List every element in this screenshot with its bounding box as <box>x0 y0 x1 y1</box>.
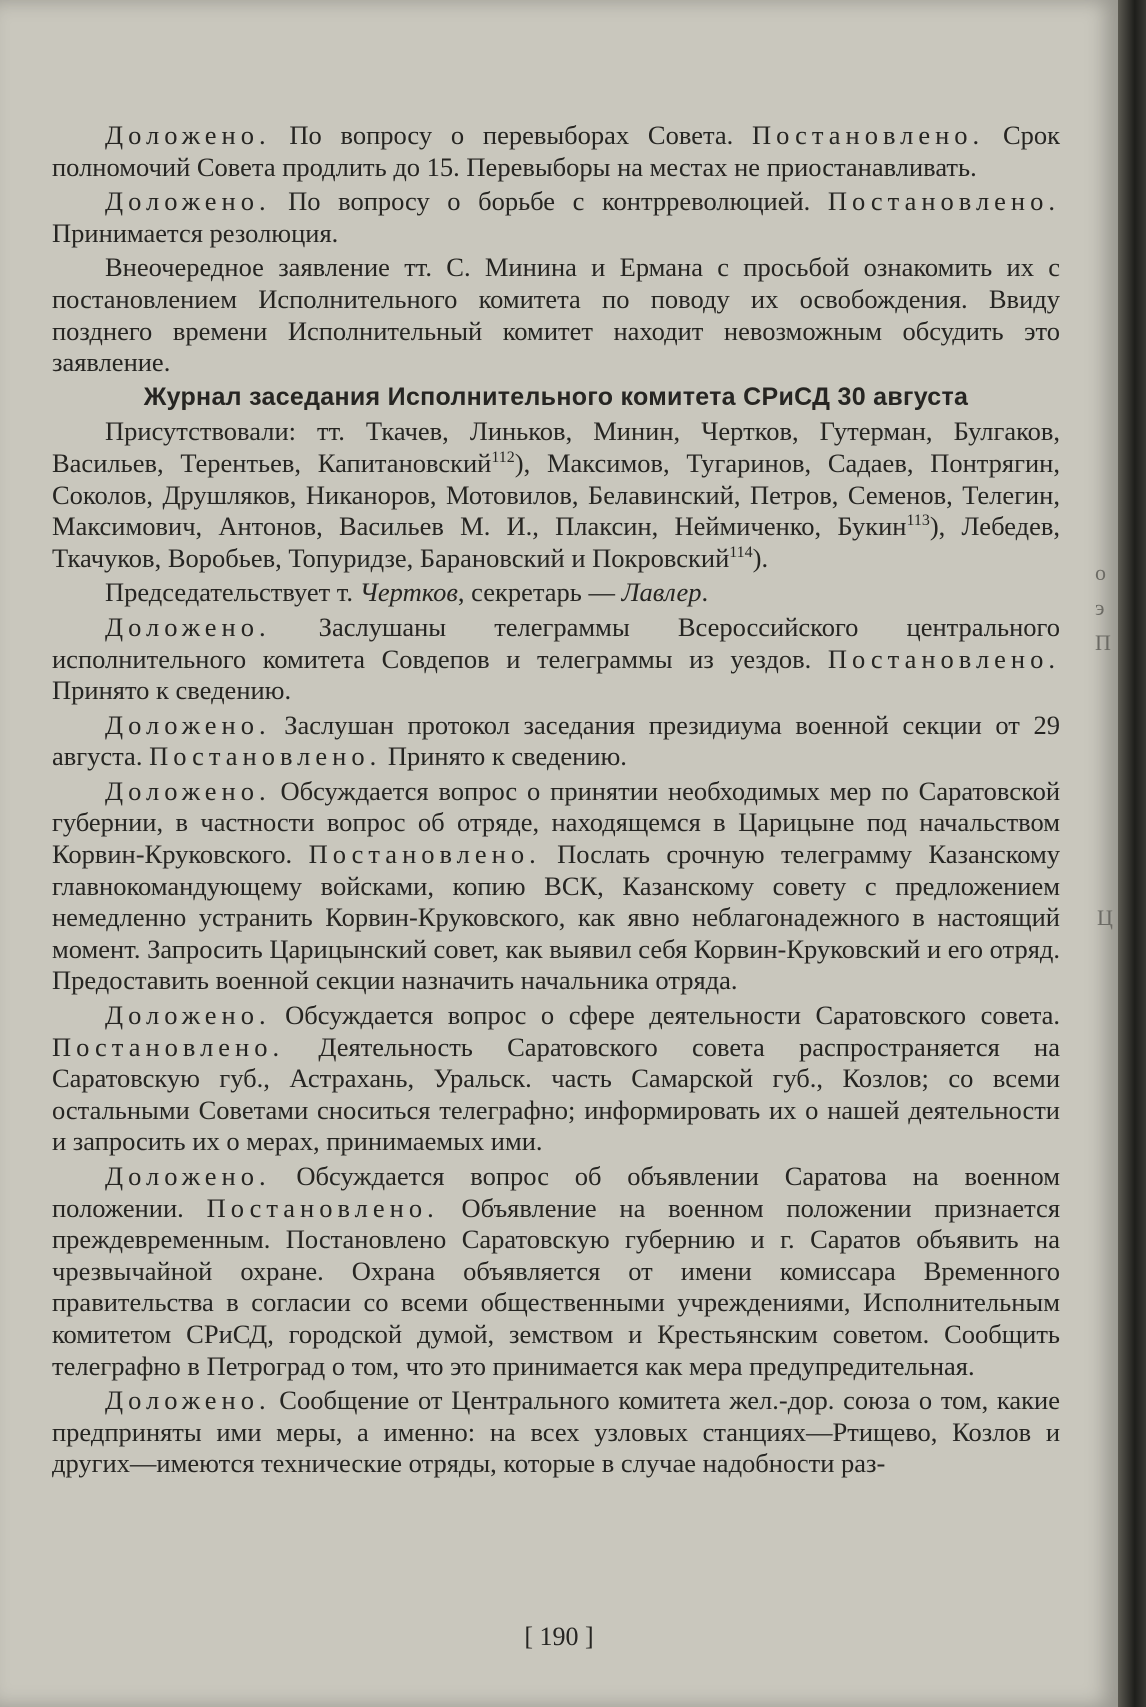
secretary-name: Лавлер <box>621 577 702 608</box>
chair-mid: , секретарь — <box>457 577 622 608</box>
footnote-ref: 112 <box>491 449 515 467</box>
resolved-label: Постановлено. <box>752 120 985 150</box>
paragraph-korvin-krukovsky <box>52 776 1060 997</box>
paragraph-railway-union <box>52 1385 1060 1480</box>
reported-label: Доложено. <box>105 1000 271 1031</box>
page-number: [ 190 ] <box>524 1622 594 1651</box>
reported-label: Доложено. <box>105 120 271 150</box>
margin-mark: П <box>1095 630 1111 656</box>
paragraph-extraordinary-statement: Внеочередное заявление тт. С. Минина и Ермана с просьбой ознакомить их с постановлением Исполнительного комитета по поводу их освобождения. Ввиду позднего времени Исполнительный комитет находит невозможным обсудить это заявление. <box>52 252 1060 378</box>
margin-mark: о <box>1095 560 1106 585</box>
paragraph-body: Заслушаны телеграммы Всероссийского центрального исполнительного комитета Совдепов и телеграммы из уездов. <box>52 611 1060 674</box>
paragraph-body: Заслушан протокол заседания президиума военной секции от 29 августа. <box>52 709 1060 772</box>
present-part-4: ). <box>752 542 769 573</box>
paragraph-tail: Деятельность Саратовского совета распространяется на Саратовскую губ., Астрахань, Уральск. часть Самарской губ., Козлов; со всеми остальными Советами сноситься телеграфно; информировать их о нашей деятельности и запросить их о мерах, принимаемых ими. <box>52 1031 1060 1157</box>
resolved-label: Постановлено. <box>827 186 1060 217</box>
paragraph-telegrams <box>52 612 1060 707</box>
reported-label: Доложено. <box>105 1161 271 1191</box>
paragraph-tail: Послать срочную телеграмму Казанскому главнокомандующему войсками, копию ВСК, Казанскому совету с предложением немедленно устранить Корвин-Круковского, как явно неблагонадежного в настоящий момент. Запросить Царицынский совет, как выявил себя Корвин-Круковский и его отряд. Предоставить военной секции назначить начальника отряда. <box>52 839 1060 996</box>
footnote-ref: 114 <box>729 543 753 561</box>
paragraph-tail: Принято к сведению. <box>381 741 627 772</box>
section-heading: Журнал заседания Исполнительного комитета СРиСД 30 августа <box>143 382 969 411</box>
resolved-label: Постановлено. <box>308 839 541 870</box>
present-part-2: ), Максимов, Тугаринов, Садаев, Понтрягин, Соколов, Друшляков, Никаноров, Мотовилов, Белавинский, Петров, Семенов, Телегин, Максимович, Антонов, Васильев М. И., Плаксин, Неймиченко, Букин <box>52 447 1060 542</box>
reported-label: Доложено. <box>105 186 271 217</box>
margin-mark: Ц <box>1097 905 1113 930</box>
paragraph-martial-law <box>52 1161 1060 1382</box>
paragraph-body: Обсуждается вопрос о принятии необходимых мер по Саратовской губернии, в частности вопрос об отряде, находящемся в Царицыне под начальством Корвин-Круковского. <box>52 775 1060 870</box>
paragraph-tail: Объявление на военном положении признается преждевременным. Постановлено Саратовскую губернию и г. Саратов объявить на чрезвычайной охране. Охрана объявляется от имени комиссара Временного правительства в согласии со всеми общественными учреждениями, Исполнительным комитетом СРиСД, городской думой, земством и Крестьянским советом. Сообщить телеграфно в Петроград о том, что это принимается как мера предупредительная. <box>52 1192 1061 1381</box>
paragraph-body: Обсуждается вопрос об объявлении Саратова на военном положении. <box>52 1161 1060 1223</box>
paragraph-present <box>52 416 1060 574</box>
chairman-name: Чертков <box>359 577 458 608</box>
paragraph-chair <box>52 577 1060 609</box>
paragraph-military-section <box>52 710 1060 773</box>
resolved-label: Постановлено. <box>827 643 1060 674</box>
reported-label: Доложено. <box>105 1385 271 1416</box>
margin-mark: э <box>1095 595 1105 621</box>
resolved-label: Постановлено. <box>206 1192 439 1223</box>
paragraph-body: Обсуждается вопрос о сфере деятельности Саратовского совета. <box>270 1000 1060 1031</box>
present-part-3: ), Лебедев, Ткачуков, Воробьев, Топуридзе, Барановский и Покровский <box>52 511 1060 573</box>
chair-prefix: Председательствует т. <box>105 577 360 608</box>
paragraph-reelection <box>52 120 1060 183</box>
reported-label: Доложено. <box>105 709 271 740</box>
paragraph-body: Сообщение от Центрального комитета жел.-дор. союза о том, какие предприняты ими меры, а именно: на всех узловых станциях—Ртищево, Козлов и других—имеются технические отряды, которые в случае надобности раз- <box>52 1385 1060 1479</box>
paragraph-body: По вопросу о перевыборах Совета. <box>270 120 753 150</box>
page-text <box>52 120 1060 1480</box>
resolved-label: Постановлено. <box>149 741 382 772</box>
paragraph-sphere-of-activity <box>52 1000 1060 1158</box>
footnote-ref: 113 <box>906 512 930 530</box>
resolved-label: Постановлено. <box>52 1031 285 1062</box>
reported-label: Доложено. <box>105 611 271 642</box>
reported-label: Доложено. <box>105 775 271 806</box>
paragraph-counterrevolution <box>52 186 1060 249</box>
paragraph-tail: Срок полномочий Совета продлить до 15. Перевыборы на местах не приостанавливать. <box>52 120 1060 182</box>
paragraph-tail: Принимается резолюция. <box>52 217 339 248</box>
chair-end: . <box>701 577 709 608</box>
present-part-1: Присутствовали: тт. Ткачев, Линьков, Минин, Чертков, Гутерман, Булгаков, Васильев, Терентьев, Капитановский <box>52 416 1060 478</box>
paragraph-tail: Принято к сведению. <box>52 675 292 706</box>
paragraph-body: По вопросу о борьбе с контрреволюцией. <box>270 186 828 217</box>
book-gutter-edge <box>1118 0 1146 1707</box>
